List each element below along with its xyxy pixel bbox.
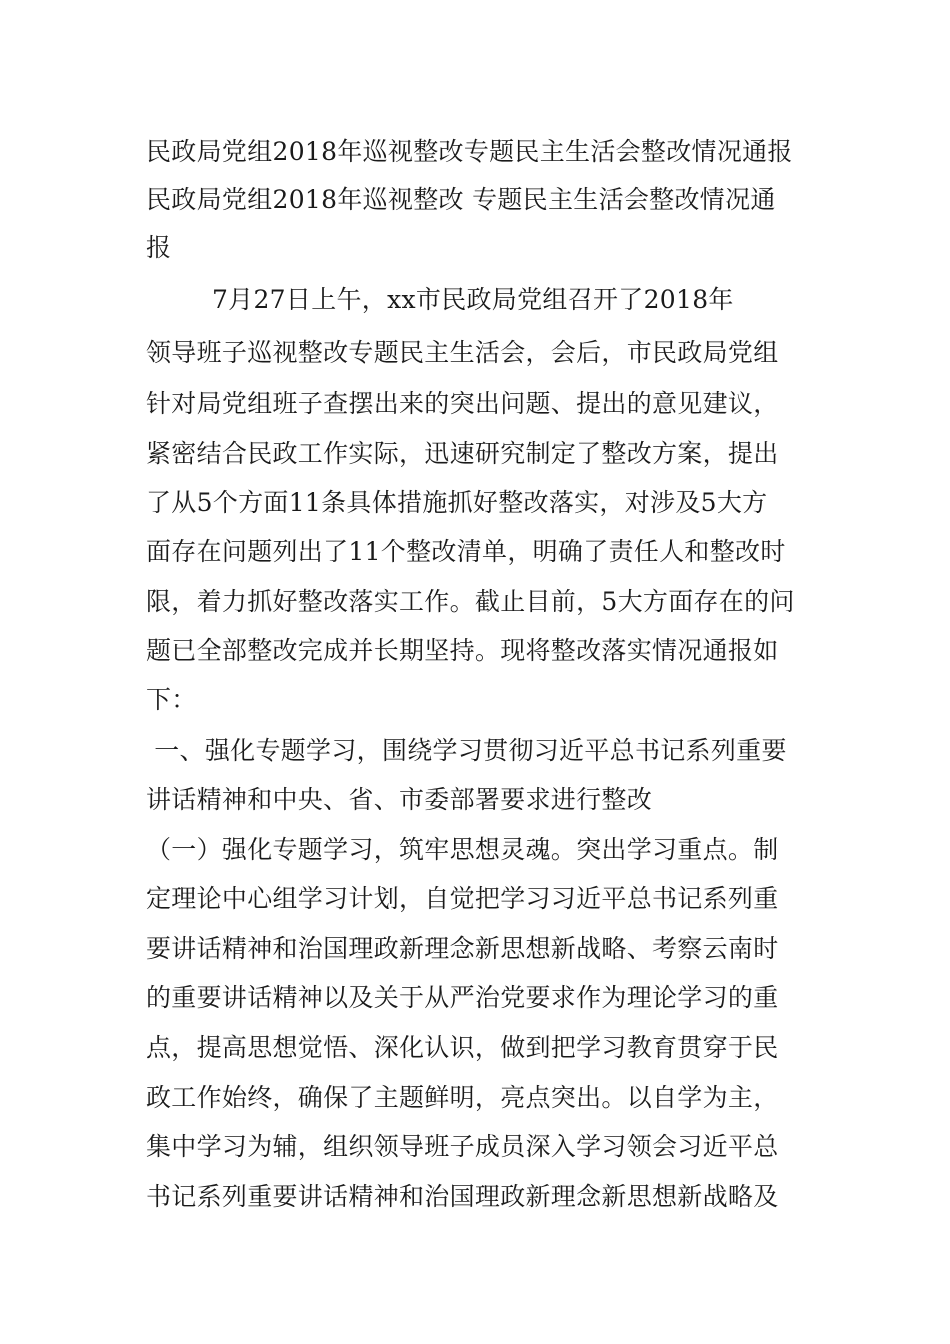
paragraph-line: 点，提高思想觉悟、深化认识，做到把学习教育贯穿于民 xyxy=(146,1033,779,1062)
paragraph-line: 集中学习为辅，组织领导班子成员深入学习领会习近平总 xyxy=(146,1132,779,1161)
paragraph-line: 7月27日上午，xx市民政局党组召开了2018年 xyxy=(146,285,734,314)
paragraph-line: 政工作始终，确保了主题鲜明，亮点突出。以自学为主， xyxy=(146,1083,779,1112)
paragraph-line: 了从5个方面11条具体措施抓好整改落实，对涉及5大方 xyxy=(146,488,768,517)
paragraph-line: 领导班子巡视整改专题民主生活会，会后，市民政局党组 xyxy=(146,338,779,367)
paragraph-line: 定理论中心组学习计划，自觉把学习习近平总书记系列重 xyxy=(146,884,779,913)
section-heading-line: 讲话精神和中央、省、市委部署要求进行整改 xyxy=(146,785,653,814)
paragraph-line: （一）强化专题学习，筑牢思想灵魂。突出学习重点。制 xyxy=(146,835,779,864)
paragraph-line: 的重要讲话精神以及关于从严治党要求作为理论学习的重 xyxy=(146,983,779,1012)
doc-title-line: 民政局党组2018年巡视整改专题民主生活会整改情况通报 xyxy=(146,137,793,166)
doc-subtitle-line: 民政局党组2018年巡视整改 专题民主生活会整改情况通 xyxy=(146,185,776,214)
paragraph-line: 书记系列重要讲话精神和治国理政新理念新思想新战略及 xyxy=(146,1182,779,1211)
paragraph-line: 下： xyxy=(146,685,197,714)
paragraph-line: 题已全部整改完成并长期坚持。现将整改落实情况通报如 xyxy=(146,636,779,665)
paragraph-line: 针对局党组班子查摆出来的突出问题、提出的意见建议， xyxy=(146,389,779,418)
paragraph-line: 要讲话精神和治国理政新理念新思想新战略、考察云南时 xyxy=(146,934,779,963)
paragraph-line: 限，着力抓好整改落实工作。截止目前，5大方面存在的问 xyxy=(146,587,795,616)
paragraph-line: 面存在问题列出了11个整改清单，明确了责任人和整改时 xyxy=(146,537,786,566)
doc-subtitle-line: 报 xyxy=(146,233,172,262)
paragraph-line: 紧密结合民政工作实际，迅速研究制定了整改方案，提出 xyxy=(146,439,779,468)
section-heading-line: 一、强化专题学习，围绕学习贯彻习近平总书记系列重要 xyxy=(146,736,787,765)
